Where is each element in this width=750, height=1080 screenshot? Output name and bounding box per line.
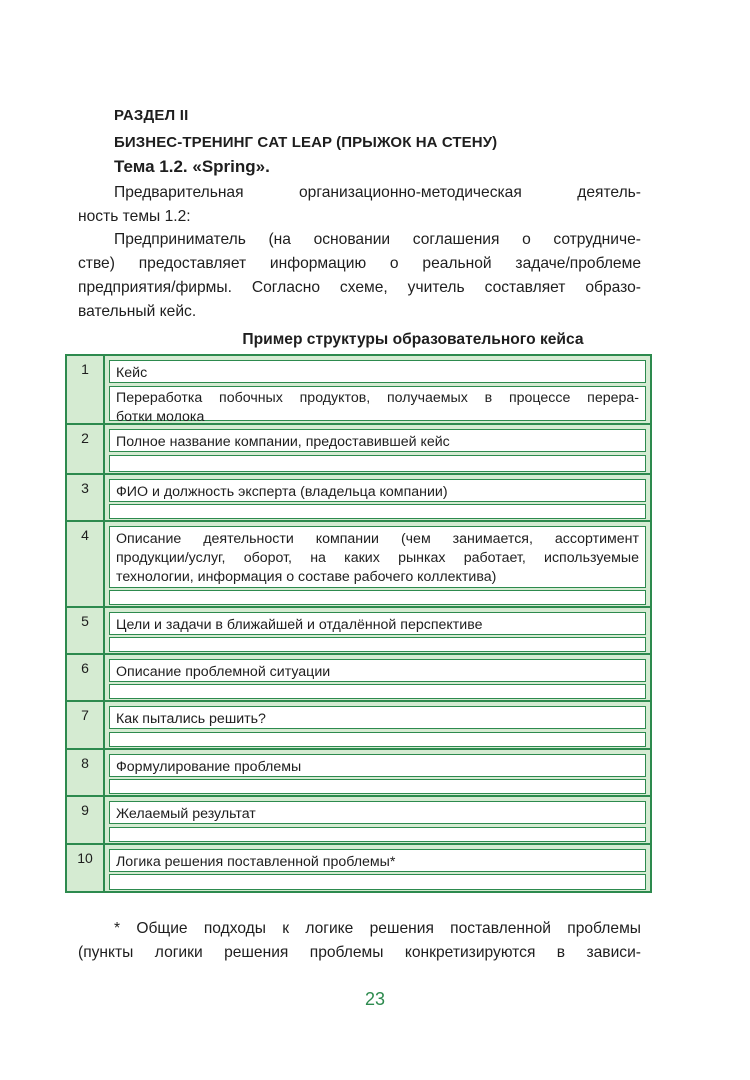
row-number: 5 — [67, 608, 105, 653]
row-answer-line: ботки молока — [116, 409, 205, 425]
row-heading-cell — [109, 612, 646, 635]
row-heading-line: Полное название компании, предоставившей кейс — [116, 434, 450, 450]
table-row — [67, 608, 650, 655]
row-heading-cell — [109, 526, 646, 588]
intro-paragraph-1-line: Предварительная организационно-методическая деятель- — [114, 184, 641, 201]
row-heading-cell — [109, 360, 646, 383]
section-title: БИЗНЕС-ТРЕНИНГ CAT LEAP (ПРЫЖОК НА СТЕНУ) — [114, 134, 498, 151]
row-heading-cell — [109, 801, 646, 824]
footnote — [78, 917, 641, 965]
table-row — [67, 797, 650, 845]
row-answer-cell[interactable] — [109, 732, 646, 747]
row-answer-line: Переработка побочных продуктов, получаемых в процессе перера- — [116, 390, 639, 406]
row-content — [105, 356, 650, 423]
row-content — [105, 425, 650, 473]
row-heading-line: Как пытались решить? — [116, 711, 266, 727]
row-heading-cell — [109, 754, 646, 777]
row-number: 7 — [67, 702, 105, 748]
intro-paragraph-2 — [78, 228, 641, 324]
topic-title: Тема 1.2. «Spring». — [114, 157, 270, 176]
row-number: 10 — [67, 845, 105, 891]
row-answer-cell — [109, 386, 646, 425]
row-heading-cell — [109, 849, 646, 872]
row-heading-line: Цели и задачи в ближайшей и отдалённой перспективе — [116, 617, 483, 633]
table-row — [67, 702, 650, 750]
table-row — [67, 655, 650, 702]
row-answer-cell[interactable] — [109, 779, 646, 794]
row-content — [105, 608, 650, 653]
row-answer-cell[interactable] — [109, 637, 646, 652]
row-number: 9 — [67, 797, 105, 843]
intro-paragraph-1-line: ность темы 1.2: — [78, 208, 191, 225]
table-row — [67, 425, 650, 475]
row-heading-line: Кейс — [116, 365, 148, 381]
row-heading-line: Описание деятельности компании (чем занимается, ассортимент — [116, 531, 639, 547]
row-content — [105, 655, 650, 700]
row-heading-line: Описание проблемной ситуации — [116, 664, 331, 680]
intro-paragraph-1 — [78, 181, 641, 229]
row-heading-line: Формулирование проблемы — [116, 759, 302, 775]
intro-paragraph-2-line: вательный кейс. — [78, 303, 197, 320]
row-heading-cell — [109, 479, 646, 502]
row-content — [105, 750, 650, 795]
row-answer-cell[interactable] — [109, 874, 646, 890]
row-answer-cell[interactable] — [109, 684, 646, 699]
row-answer-cell[interactable] — [109, 827, 646, 842]
row-content — [105, 522, 650, 606]
row-content — [105, 702, 650, 748]
row-number: 8 — [67, 750, 105, 795]
row-heading-line: ФИО и должность эксперта (владельца компании) — [116, 484, 448, 500]
table-row — [67, 522, 650, 608]
table-row — [67, 356, 650, 425]
row-number: 4 — [67, 522, 105, 606]
row-heading-line: Желаемый результат — [116, 806, 256, 822]
page-number: 23 — [364, 989, 386, 1009]
row-number: 1 — [67, 356, 105, 423]
row-number: 6 — [67, 655, 105, 700]
row-heading-line: технологии, информация о составе рабочего коллектива) — [116, 569, 497, 585]
row-heading-cell — [109, 429, 646, 452]
row-content — [105, 475, 650, 520]
row-answer-cell[interactable] — [109, 590, 646, 605]
row-heading-cell — [109, 706, 646, 729]
footnote-line: (пункты логики решения проблемы конкретизируются в зависи- — [78, 944, 641, 961]
table-caption: Пример структуры образовательного кейса — [242, 331, 584, 348]
row-heading-line: Логика решения поставленной проблемы* — [116, 854, 396, 870]
row-number: 2 — [67, 425, 105, 473]
intro-paragraph-2-line: стве) предоставляет информацию о реальной задаче/проблеме — [78, 255, 641, 272]
row-answer-cell[interactable] — [109, 504, 646, 519]
row-content — [105, 845, 650, 891]
row-answer-cell[interactable] — [109, 455, 646, 472]
row-heading-cell — [109, 659, 646, 682]
row-number: 3 — [67, 475, 105, 520]
section-label: РАЗДЕЛ II — [114, 107, 189, 124]
table-row — [67, 845, 650, 891]
row-content — [105, 797, 650, 843]
table-row — [67, 475, 650, 522]
table-row — [67, 750, 650, 797]
intro-paragraph-2-line: Предприниматель (на основании соглашения о сотрудниче- — [114, 231, 641, 248]
case-structure-table — [65, 354, 652, 893]
intro-paragraph-2-line: предприятия/фирмы. Согласно схеме, учитель составляет образо- — [78, 279, 641, 296]
row-heading-line: продукции/услуг, оборот, на каких рынках работает, используемые — [116, 550, 639, 566]
footnote-line: * Общие подходы к логике решения поставленной проблемы — [114, 920, 641, 937]
